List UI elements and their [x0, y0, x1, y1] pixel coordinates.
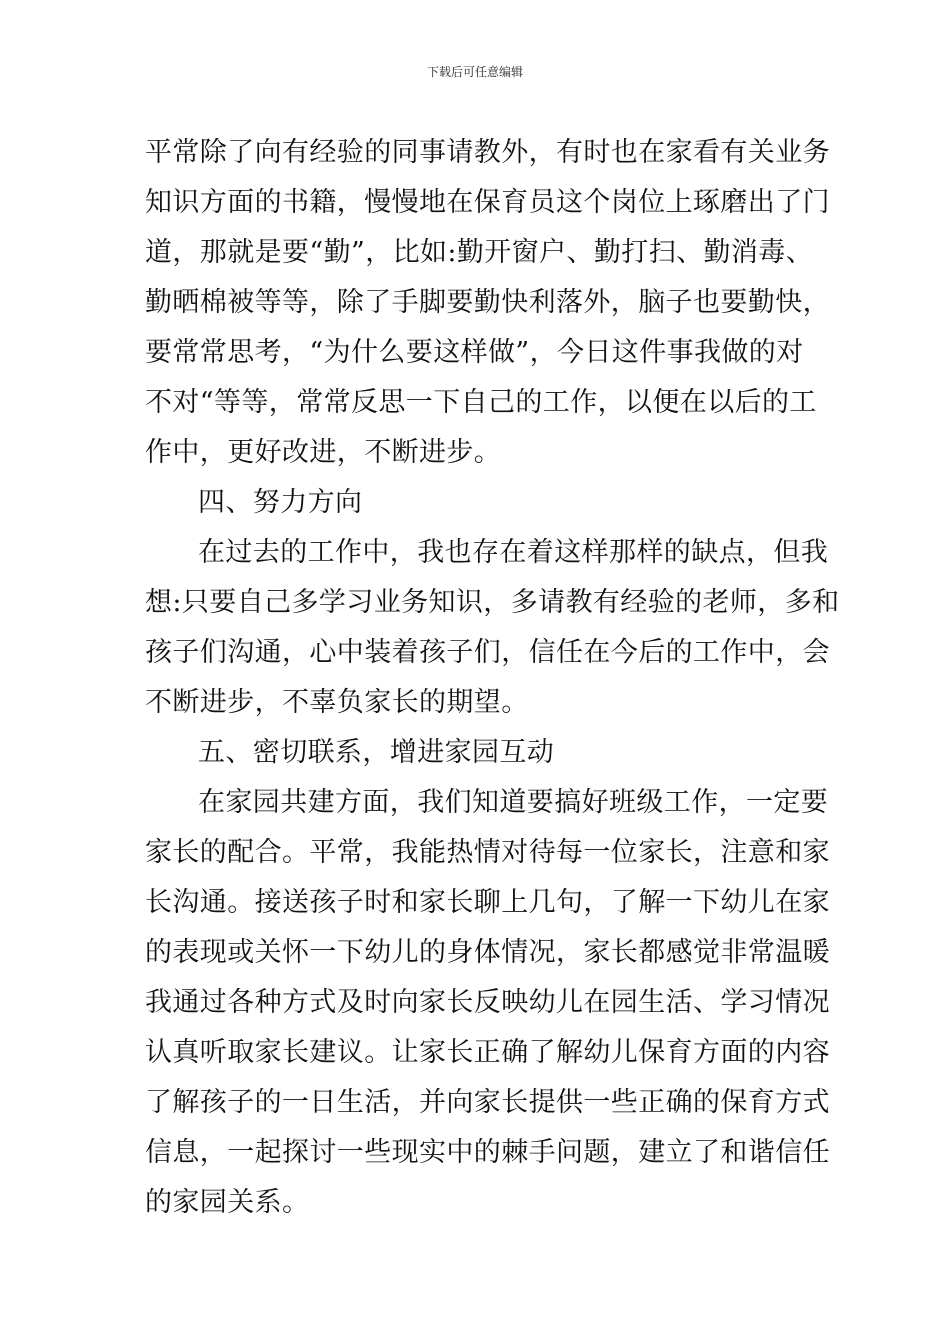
text-line: 在过去的工作中，我也存在着这样那样的缺点，但我 — [198, 537, 829, 568]
text-line: 在家园共建方面，我们知道要搞好班级工作，一定要 — [198, 787, 829, 818]
paragraph-direction — [145, 528, 840, 728]
paragraph-experience — [145, 128, 830, 478]
section-heading-text: 四、努力方向 — [198, 487, 363, 518]
text-line: 孩子们沟通，心中装着孩子们，信任在今后的工作中，会 — [145, 637, 830, 668]
section-heading-4 — [145, 478, 810, 528]
text-line: 想:只要自己多学习业务知识，多请教有经验的老师，多和 — [145, 587, 840, 618]
text-line: 不断进步，不辜负家长的期望。 — [145, 687, 529, 718]
page-header-note: 下载后可任意编辑 — [426, 65, 523, 79]
section-heading-5 — [145, 728, 810, 778]
text-line: 了解孩子的一日生活，并向家长提供一些正确的保育方式 — [145, 1087, 830, 1118]
text-line: 长沟通。接送孩子时和家长聊上几句，了解一下幼儿在家 — [145, 887, 830, 918]
section-heading-text: 五、密切联系，增进家园互动 — [198, 737, 555, 768]
text-line: 认真听取家长建议。让家长正确了解幼儿保育方面的内容 — [145, 1037, 830, 1068]
text-line: 道，那就是要“勤”，比如:勤开窗户、勤打扫、勤消毒、 — [145, 237, 814, 268]
text-line: 不对“等等，常常反思一下自己的工作，以便在以后的工 — [145, 387, 817, 418]
text-line: 要常常思考，“为什么要这样做”，今日这件事我做的对 — [145, 337, 804, 368]
document-body — [145, 128, 840, 1228]
text-line: 作中，更好改进，不断进步。 — [145, 437, 502, 468]
text-line: 平常除了向有经验的同事请教外，有时也在家看有关业务 — [145, 137, 830, 168]
paragraph-home-school — [145, 778, 830, 1228]
text-line: 我通过各种方式及时向家长反映幼儿在园生活、学习情况 — [145, 987, 830, 1018]
text-line: 的表现或关怀一下幼儿的身体情况，家长都感觉非常温暖 — [145, 937, 830, 968]
text-line: 家长的配合。平常，我能热情对待每一位家长，注意和家 — [145, 837, 830, 868]
text-line: 的家园关系。 — [145, 1187, 310, 1218]
text-line: 知识方面的书籍，慢慢地在保育员这个岗位上琢磨出了门 — [145, 187, 830, 218]
text-line: 勤晒棉被等等，除了手脚要勤快利落外，脑子也要勤快， — [145, 287, 830, 318]
text-line: 信息，一起探讨一些现实中的棘手问题，建立了和谐信任 — [145, 1137, 830, 1168]
